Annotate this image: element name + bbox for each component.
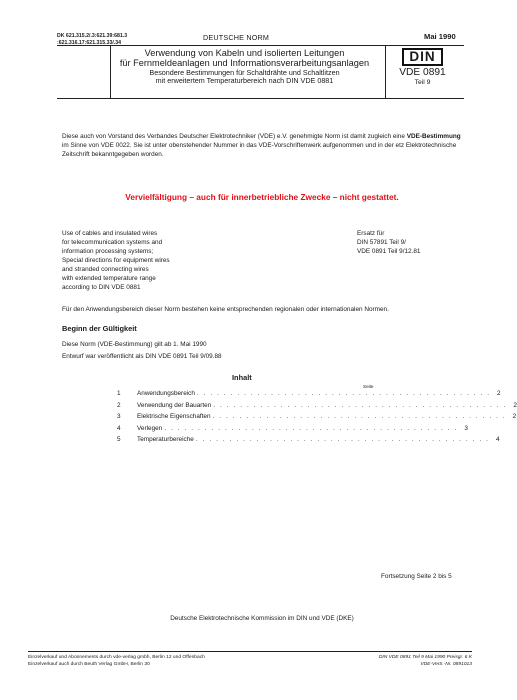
toc-entry-title: Verwendung der Bauarten xyxy=(137,401,212,409)
din-logo: DIN xyxy=(402,48,442,66)
toc-entry-page: 3 xyxy=(464,424,468,432)
english-title-line: Use of cables and insulated wires xyxy=(62,230,158,237)
draft-reference: Entwurf war veröffentlicht als DIN VDE 0891 Teil 9/09.88 xyxy=(62,353,222,360)
english-title-line: and stranded connecting wires xyxy=(62,266,149,273)
footer-sales-line: Einzelverkauf auch durch Beuth Verlag GmbH, Berlin 30 xyxy=(28,661,150,667)
footer-price-line: DIN VDE 0891 Teil 9 Mai 1990 Preisgr. 6 K xyxy=(378,655,472,660)
toc-entry-page: 2 xyxy=(513,401,517,409)
english-title xyxy=(62,229,242,292)
toc-leader-dots: . . . . . . . . . . . . . . . . . . . . . . . . . . . . . . . . . . . . . . . . . . . . xyxy=(164,424,458,432)
footer-sales-line: Einzelverkauf und Abonnements durch vde-verlag gmbh, Berlin 12 und Offenbach xyxy=(28,655,205,660)
header-bottom-rule xyxy=(57,98,464,99)
footer-sales-info xyxy=(28,655,205,668)
toc-entry[interactable] xyxy=(117,401,517,414)
toc-entry-number: 2 xyxy=(117,401,121,409)
toc-entry[interactable] xyxy=(117,436,500,448)
publication-date: Mai 1990 xyxy=(424,32,456,41)
validity-heading: Beginn der Gültigkeit xyxy=(62,324,137,333)
reproduction-warning: Vervielfältigung – auch für innerbetriebliche Zwecke – nicht gestattet. xyxy=(125,192,399,202)
toc-entry[interactable] xyxy=(117,390,501,402)
header-left-divider xyxy=(110,45,111,98)
title-line-1: Verwendung von Kabeln und isolierten Leitungen xyxy=(144,48,345,58)
norm-type: DEUTSCHE NORM xyxy=(203,33,270,42)
english-title-line: Special directions for equipment wires xyxy=(62,257,170,264)
issuing-commission: Deutsche Elektrotechnische Kommission im DIN und VDE (DKE) xyxy=(170,615,354,622)
continuation-note: Fortsetzung Seite 2 bis 5 xyxy=(381,573,452,580)
replacement-info xyxy=(357,229,467,256)
validity-date: Diese Norm (VDE-Bestimmung) gilt ab 1. Mai 1990 xyxy=(62,341,207,348)
replacement-line: Ersatz für xyxy=(357,230,385,237)
toc-entry-title: Anwendungsbereich xyxy=(137,390,195,397)
din-designation xyxy=(393,48,452,87)
dk-line-1: DK 621.315.2/.3:621.39:681.3 xyxy=(57,33,128,39)
english-title-line: information processing systems; xyxy=(62,248,154,255)
toc-entry-number: 3 xyxy=(117,413,121,420)
header-top-rule xyxy=(57,45,464,46)
toc-entry-title: Temperaturbereiche xyxy=(137,436,194,443)
toc-entry[interactable] xyxy=(117,424,468,437)
toc-leader-dots: . . . . . . . . . . . . . . . . . . . . . . . . . . . . . . . . . . . . . . . . . . . . xyxy=(196,390,491,397)
intro-text-end: im Sinne von VDE 0022. Sie ist unter obenstehender Nummer in das VDE-Vorschriftenwerk aufgenommen und in der etz Elektrotechnische Zeitschrift bekanntgegeben worden. xyxy=(62,142,457,158)
table-of-contents xyxy=(117,390,517,448)
replacement-line: VDE 0891 Teil 9/12.81 xyxy=(357,248,421,255)
toc-entry-title: Verlegen xyxy=(137,424,163,432)
toc-entry-number: 5 xyxy=(117,436,121,443)
header-right-divider xyxy=(385,45,386,98)
footer-price-info xyxy=(345,655,472,668)
toc-leader-dots: . . . . . . . . . . . . . . . . . . . . . . . . . . . . . . . . . . . . . . . . . . . . xyxy=(212,413,507,420)
intro-text-start: Diese auch von Vorstand des Verbandes Deutscher Elektrotechniker (VDE) e.V. genehmigte Norm ist damit zugleich eine xyxy=(62,133,407,140)
toc-entry-page: 4 xyxy=(495,436,500,443)
toc-entry[interactable] xyxy=(117,413,517,425)
subtitle-line-1: Besondere Bestimmungen für Schaltdrähte und Schaltlitzen xyxy=(149,67,340,77)
toc-entry-title: Elektrische Eigenschaften xyxy=(137,413,211,420)
toc-entry-page: 2 xyxy=(497,390,501,397)
contents-heading: Inhalt xyxy=(232,373,252,382)
standard-part: Teil 9 xyxy=(414,79,431,86)
footer-contract-number: VDE-Vertr.-Nr. 0891013 xyxy=(420,661,472,667)
standard-number: VDE 0891 xyxy=(399,67,446,78)
english-title-line: with extended temperature range xyxy=(62,275,156,282)
document-title xyxy=(112,48,377,86)
title-line-2: für Fernmeldeanlagen und Informationsverarbeitungsanlagen xyxy=(119,58,370,69)
toc-leader-dots: . . . . . . . . . . . . . . . . . . . . . . . . . . . . . . . . . . . . . . . . . . . . xyxy=(213,401,507,409)
contents-page-label: Seite xyxy=(363,384,374,389)
toc-entry-number: 4 xyxy=(117,424,121,432)
english-title-line: according to DIN VDE 0881 xyxy=(62,284,141,291)
toc-entry-page: 2 xyxy=(512,413,517,420)
intro-paragraph xyxy=(62,132,462,159)
english-title-line: for telecommunication systems and xyxy=(62,239,163,246)
toc-entry-number: 1 xyxy=(117,390,121,397)
replacement-line: DIN 57891 Teil 9/ xyxy=(357,239,406,246)
toc-leader-dots: . . . . . . . . . . . . . . . . . . . . . . . . . . . . . . . . . . . . . . . . . . . . xyxy=(195,436,490,443)
dk-line-2: :621.316.17:621.315.33/.34 xyxy=(57,39,122,46)
intro-bold-term: VDE-Bestimmung xyxy=(406,133,461,140)
regional-note: Für den Anwendungsbereich dieser Norm bestehen keine entsprechenden regionalen oder internationalen Normen. xyxy=(62,306,389,313)
subtitle-line-2: mit erweitertem Temperaturbereich nach DIN VDE 0881 xyxy=(155,76,334,86)
footer-rule xyxy=(28,651,472,652)
